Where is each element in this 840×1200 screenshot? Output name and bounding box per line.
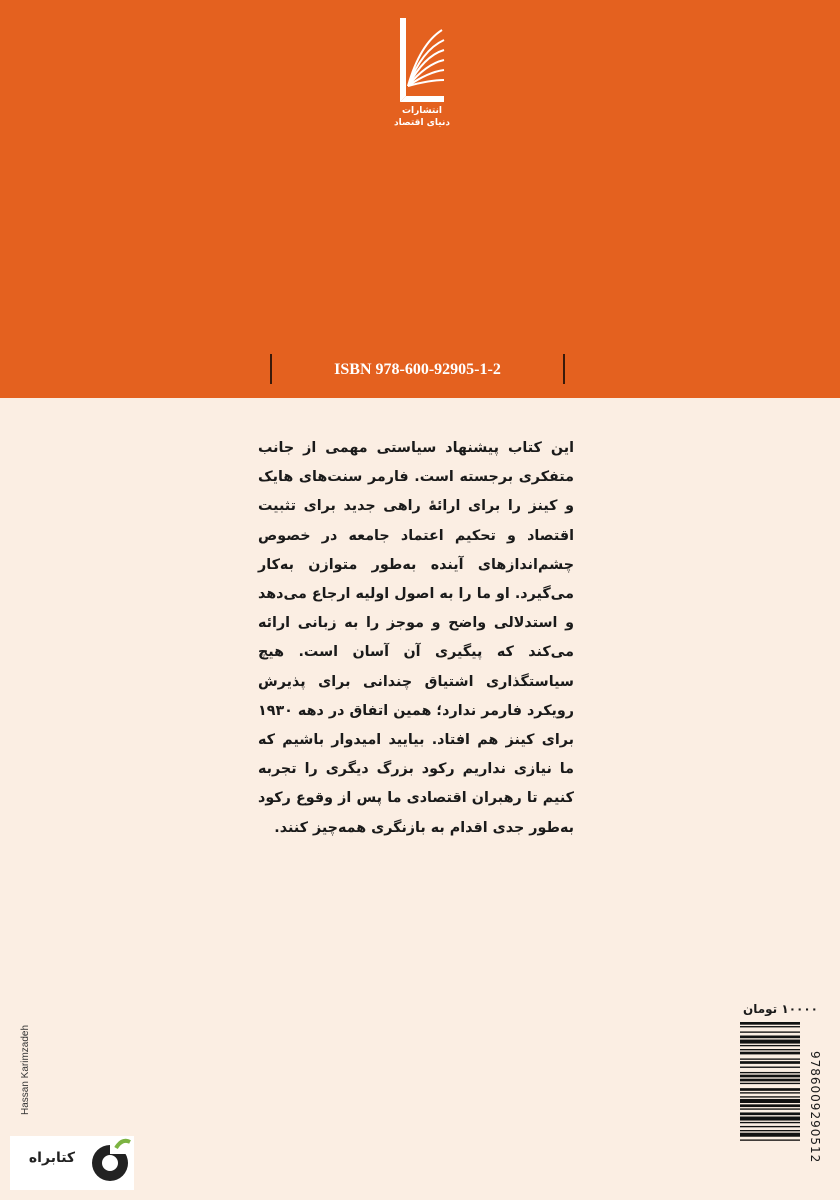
blurb-line: اصول اولیه ارجاع می‌دهد و استدلالی واضح <box>258 586 575 632</box>
barcode-number: 9786009290512 <box>808 1050 822 1164</box>
blurb-line: این کتاب پیشنهاد سیاستی مهمی از جانب <box>258 440 574 456</box>
watermark-text: کتابراه <box>28 1150 76 1166</box>
blurb-line: رکود به‌طور جدی اقدام به بازنگری همه‌چیز کنند. <box>258 790 574 836</box>
blurb-line: برای پذیرش رویکرد فارمر ندارد؛ همین اتفاق در <box>258 673 575 719</box>
isbn-number: ISBN 978-600-92905-1-2 <box>334 361 501 378</box>
publisher-logo <box>392 16 452 126</box>
blurb-line: و تحکیم اعتماد جامعه در خصوص چشم‌اندازهای <box>258 527 575 573</box>
book-pages-icon <box>392 16 452 106</box>
blurb-line: باشیم که ما نیازی نداریم رکود بزرگ دیگری را <box>258 732 575 778</box>
designer-credit: Hassan Karimzadeh <box>20 1024 31 1115</box>
publisher-name-line2: دنیای اقتصاد <box>394 118 450 128</box>
blurb-line: دهه ۱۹۳۰ برای کینز هم افتاد. بیایید امیدوار <box>258 702 574 749</box>
price-label: ۱۰۰۰۰ تومان <box>742 1002 818 1016</box>
blurb-line: کینز را برای ارائهٔ راهی جدید برای تثبیت اقتصاد <box>258 498 574 544</box>
blurb-line: تجربه کنیم تا رهبران اقتصادی ما پس از وقوع <box>258 761 574 807</box>
blurb-paragraph <box>258 434 574 843</box>
publisher-name-line1: انتشارات <box>402 106 442 116</box>
blurb-line: آینده به‌طور متوازن به‌کار می‌گیرد. او ما را به <box>258 556 574 603</box>
ketabrah-watermark <box>10 1136 134 1190</box>
isbn-divider-right <box>563 354 565 384</box>
blurb-line: آسان است. هیچ سیاستگذاری اشتیاق چندانی <box>258 644 574 690</box>
blurb-line: متفکری برجسته است. فارمر سنت‌های هایک و <box>258 469 574 515</box>
back-cover-blurb <box>258 434 574 843</box>
blurb-line: و موجز را به زبانی ارائه می‌کند که پیگیری آن <box>258 615 574 661</box>
